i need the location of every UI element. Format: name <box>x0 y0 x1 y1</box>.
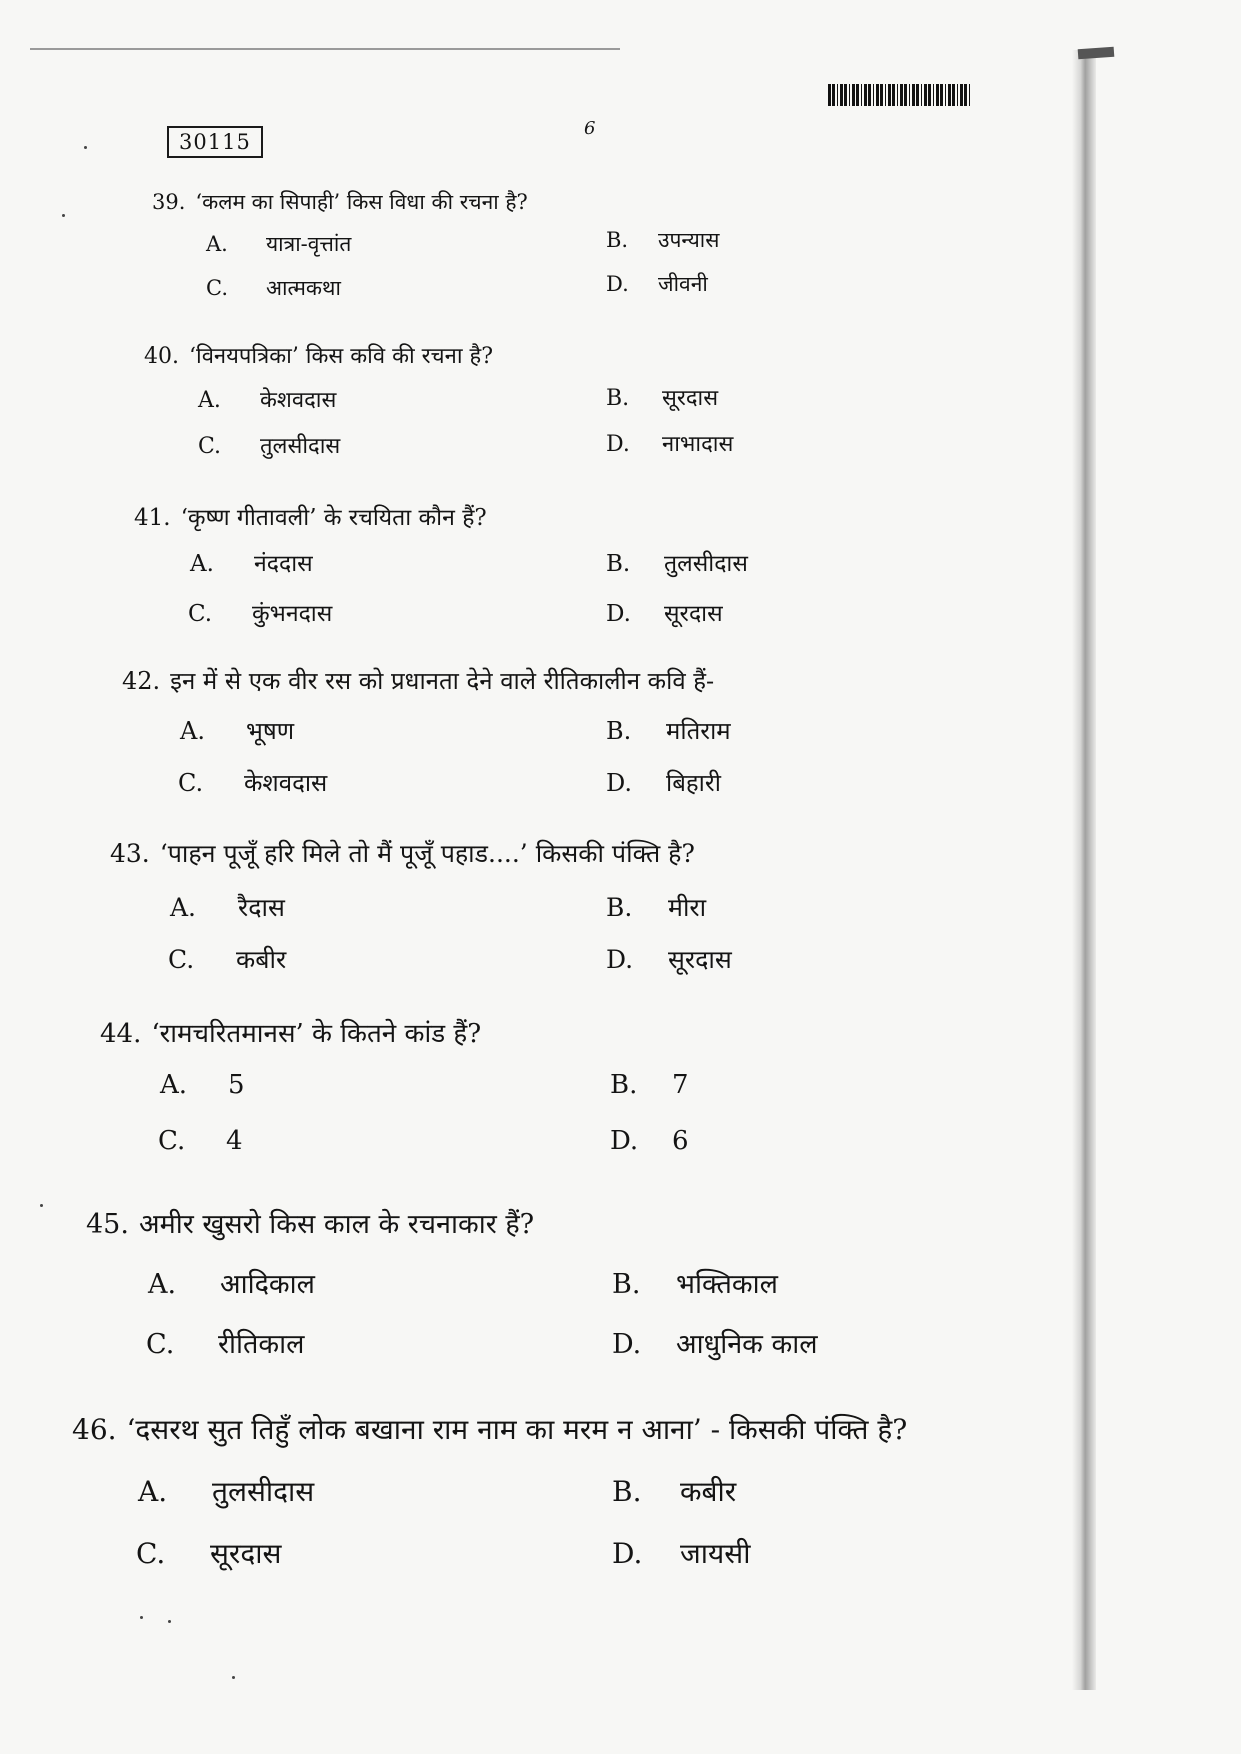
paper-code: 30115 <box>167 126 263 158</box>
option-a: A. यात्रा-वृत्तांत <box>206 232 352 256</box>
option-d: D. आधुनिक काल <box>612 1329 818 1360</box>
option-c: C. 4 <box>158 1126 243 1156</box>
scan-speck <box>168 1620 171 1623</box>
option-a: A. भूषण <box>180 717 295 745</box>
option-a: A. आदिकाल <box>148 1269 315 1300</box>
option-a: A. 5 <box>160 1070 245 1100</box>
option-b: B. मतिराम <box>606 717 731 745</box>
option-b: B. सूरदास <box>606 386 719 411</box>
question-text: अमीर खुसरो किस काल के रचनाकार हैं? <box>138 1209 535 1240</box>
option-d: D. नाभादास <box>606 432 734 457</box>
option-c: C. रीतिकाल <box>146 1329 305 1360</box>
question-number: 40. <box>144 344 179 369</box>
option-a: A. नंददास <box>190 551 313 577</box>
question-number: 46. <box>72 1413 117 1446</box>
question-number: 45. <box>86 1209 129 1240</box>
question-text: ‘रामचरितमानस’ के कितने कांड हैं? <box>151 1019 482 1049</box>
question-number: 41. <box>134 505 171 531</box>
question-text: ‘विनयपत्रिका’ किस कवि की रचना है? <box>189 344 494 369</box>
option-a: A. रैदास <box>170 893 285 922</box>
question-text: ‘दसरथ सुत तिहुँ लोक बखाना राम नाम का मरम न आना’ - किसकी पंक्ति है? <box>126 1413 908 1446</box>
option-b: B. तुलसीदास <box>606 551 748 577</box>
option-d: D. सूरदास <box>606 945 732 974</box>
scan-speck <box>84 146 87 149</box>
option-a: A. तुलसीदास <box>138 1475 315 1508</box>
question-text: ‘कलम का सिपाही’ किस विधा की रचना है? <box>195 190 528 214</box>
scan-speck <box>232 1676 235 1679</box>
scan-speck <box>140 1616 143 1619</box>
option-d: D. जीवनी <box>606 272 708 296</box>
question-number: 39. <box>152 190 186 214</box>
option-d: D. 6 <box>610 1126 689 1156</box>
option-c: C. केशवदास <box>178 769 328 797</box>
question-text: ‘कृष्ण गीतावली’ के रचयिता कौन हैं? <box>180 505 487 531</box>
barcode-image <box>828 84 970 106</box>
page-edge-tip <box>1078 47 1115 59</box>
option-b: B. कबीर <box>612 1475 737 1508</box>
option-c: C. तुलसीदास <box>198 434 341 459</box>
option-d: D. बिहारी <box>606 769 721 797</box>
scan-speck <box>40 1204 43 1207</box>
option-d: D. सूरदास <box>606 601 723 627</box>
top-rule <box>30 48 620 50</box>
option-c: C. कबीर <box>168 945 287 974</box>
option-b: B. 7 <box>610 1070 689 1100</box>
question-number: 44. <box>100 1019 142 1049</box>
option-b: B. भक्तिकाल <box>612 1269 778 1300</box>
option-b: B. मीरा <box>606 893 707 922</box>
page-edge-shadow <box>1072 50 1096 1690</box>
option-a: A. केशवदास <box>198 388 337 413</box>
question-text: ‘पाहन पूजूँ हरि मिले तो मैं पूजूँ पहाड....’ किसकी पंक्ति है? <box>159 839 695 868</box>
question-number: 43. <box>110 839 150 868</box>
scan-speck <box>62 214 65 217</box>
question-number: 42. <box>122 667 161 695</box>
option-c: C. सूरदास <box>136 1537 282 1570</box>
page-number: 6 <box>584 118 596 139</box>
option-b: B. उपन्यास <box>606 228 720 252</box>
option-c: C. आत्मकथा <box>206 276 341 300</box>
question-text: इन में से एक वीर रस को प्रधानता देने वाले रीतिकालीन कवि हैं- <box>170 667 715 695</box>
option-c: C. कुंभनदास <box>188 601 333 627</box>
option-d: D. जायसी <box>612 1537 751 1570</box>
